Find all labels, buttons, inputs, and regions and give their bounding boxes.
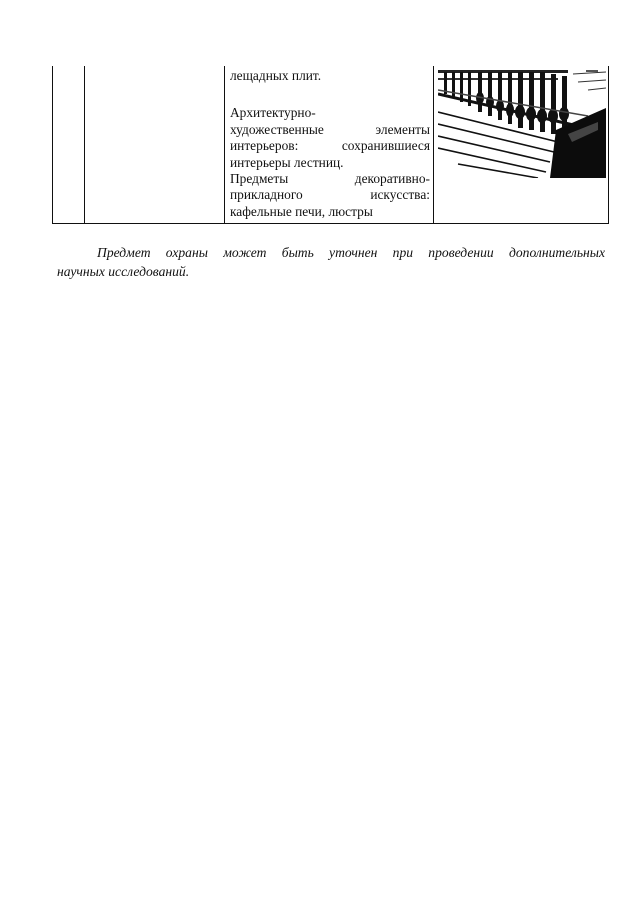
table-border-right xyxy=(608,66,609,224)
protection-table-fragment xyxy=(52,66,609,224)
note-line: Предмет охраны может быть уточнен при проведении дополнительных xyxy=(97,245,605,260)
table-border-left xyxy=(52,66,53,224)
table-column-divider xyxy=(84,66,85,224)
cell-line: интерьеров: сохранившиеся xyxy=(230,138,430,154)
cell-line: Предметы декоративно- xyxy=(230,171,430,187)
table-column-divider xyxy=(224,66,225,224)
note-line: научных исследований. xyxy=(57,264,190,279)
cell-line: интерьеры лестниц. xyxy=(230,154,344,170)
table-column-divider xyxy=(433,66,434,224)
protection-subject-note xyxy=(57,243,605,281)
cell-line: кафельные печи, люстры xyxy=(230,203,373,219)
cell-line: лещадных плит. xyxy=(230,68,322,83)
cell-line: прикладного искусства: xyxy=(230,187,430,203)
table-border-bottom xyxy=(52,223,609,224)
cell-line: Архитектурно- xyxy=(230,105,316,121)
cell-line: художественные элементы xyxy=(230,121,430,137)
staircase-photo-icon xyxy=(438,68,606,178)
table-cell-description xyxy=(230,68,430,220)
